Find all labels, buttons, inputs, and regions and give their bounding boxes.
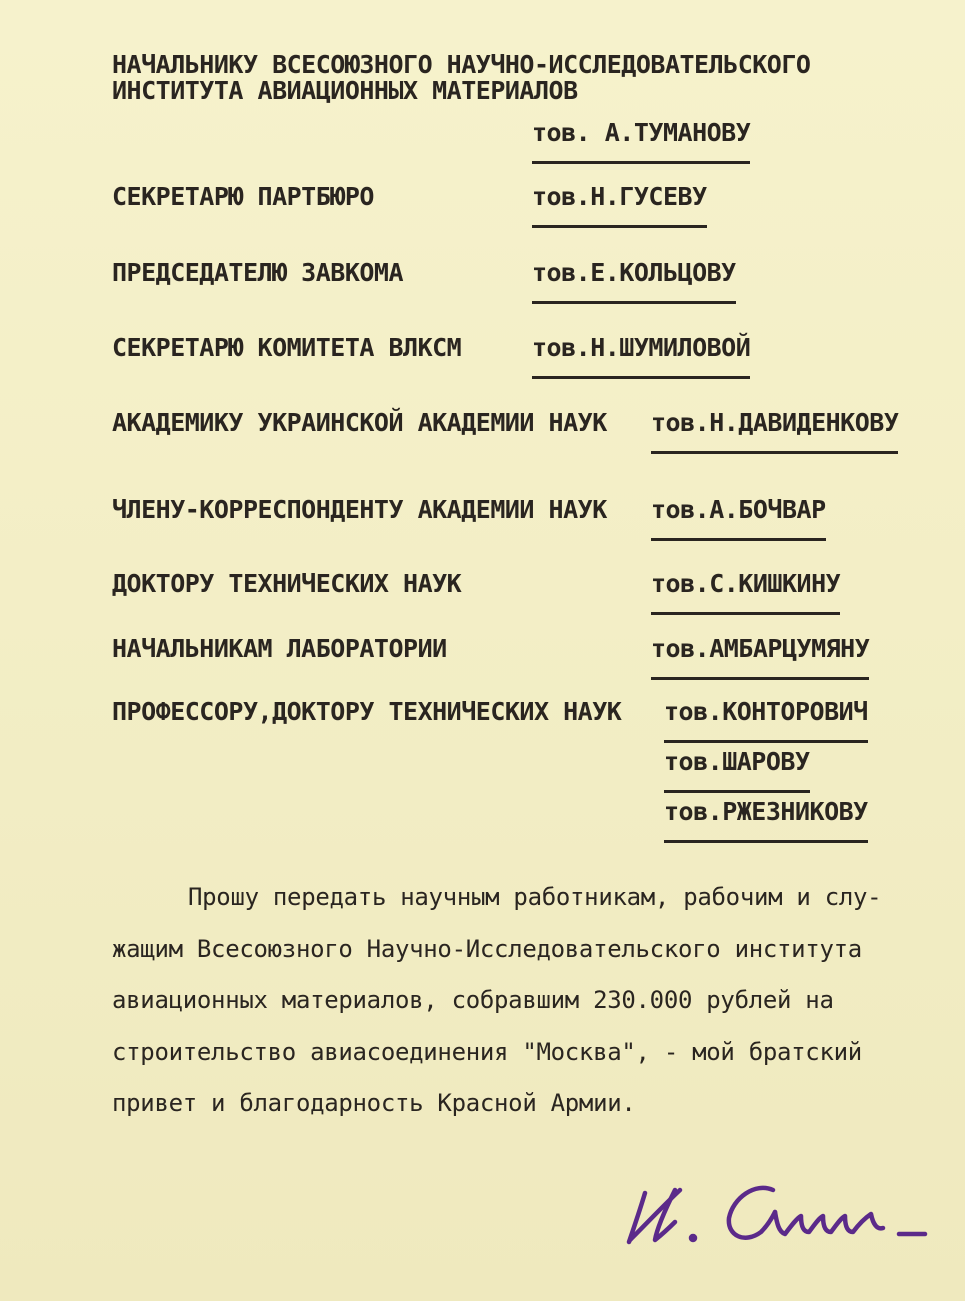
body-line: жащим Всесоюзного Научно-Исследовательского института — [112, 934, 862, 963]
recipient-title: ПРЕДСЕДАТЕЛЮ ЗАВКОМА — [112, 258, 404, 287]
recipient-name: тов.АМБАРЦУМЯНУ — [651, 634, 869, 680]
body-line: привет и благодарность Красной Армии. — [112, 1089, 636, 1117]
recipient-title: СЕКРЕТАРЮ ПАРТБЮРО — [112, 182, 374, 211]
recipient-name: тов.ШАРОВУ — [664, 747, 810, 793]
header-line-2: ИНСТИТУТА АВИАЦИОННЫХ МАТЕРИАЛОВ — [112, 76, 578, 105]
recipient-name: тов.Н.ГУСЕВУ — [532, 182, 707, 228]
recipient-name: тов.Н.ДАВИДЕНКОВУ — [651, 408, 898, 454]
recipient-title: АКАДЕМИКУ УКРАИНСКОЙ АКАДЕМИИ НАУК — [112, 408, 607, 437]
letter-body — [112, 872, 927, 1130]
handwritten-signature — [625, 1168, 935, 1268]
recipient-name: тов.РЖЕЗНИКОВУ — [664, 797, 868, 843]
recipient-title: ЧЛЕНУ-КОРРЕСПОНДЕНТУ АКАДЕМИИ НАУК — [112, 495, 607, 524]
recipient-name: тов.А.БОЧВАР — [651, 495, 826, 541]
recipient-name: тов.Е.КОЛЬЦОВУ — [532, 258, 736, 304]
recipient-title: ДОКТОРУ ТЕХНИЧЕСКИХ НАУК — [112, 569, 462, 598]
body-line: авиационных материалов, собравшим 230.000 рублей на — [112, 986, 834, 1014]
recipient-name: тов.С.КИШКИНУ — [651, 569, 840, 615]
recipient-title: ПРОФЕССОРУ,ДОКТОРУ ТЕХНИЧЕСКИХ НАУК — [112, 697, 622, 726]
recipient-title: НАЧАЛЬНИКАМ ЛАБОРАТОРИИ — [112, 634, 447, 663]
recipient-name-tumanov: тов. А.ТУМАНОВУ — [532, 118, 750, 164]
recipient-title: СЕКРЕТАРЮ КОМИТЕТА ВЛКСМ — [112, 333, 462, 362]
recipient-name: тов.Н.ШУМИЛОВОЙ — [532, 333, 750, 379]
body-line: строительство авиасоединения "Москва", - мой братский — [112, 1037, 862, 1066]
recipient-name: тов.КОНТОРОВИЧ — [664, 697, 868, 743]
header-line-1: НАЧАЛЬНИКУ ВСЕСОЮЗНОГО НАУЧНО-ИССЛЕДОВАТЕЛЬСКОГО — [112, 50, 811, 79]
body-line: Прошу передать научным работникам, рабочим и слу- — [188, 883, 882, 911]
